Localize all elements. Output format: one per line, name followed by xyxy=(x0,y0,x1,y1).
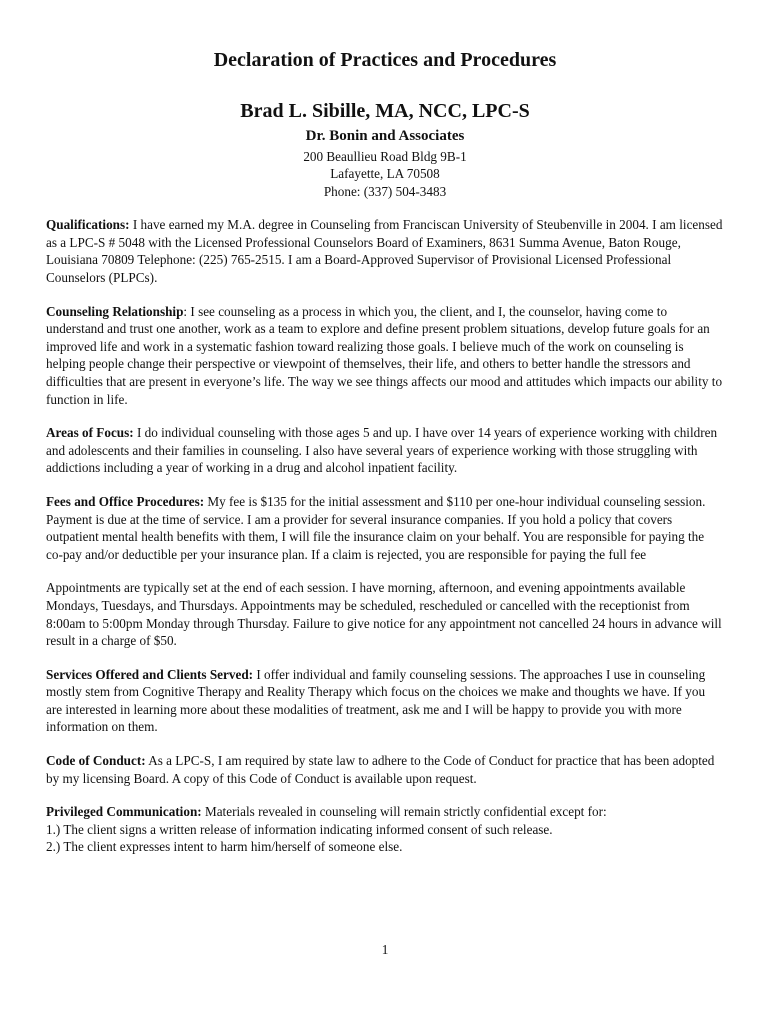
phone-line: Phone: (337) 504-3483 xyxy=(323,183,447,199)
privileged-section xyxy=(46,803,724,856)
services-text: I offer individual and family counseling sessions. The approaches I use in counseling mostly stem from Cognitive Therapy and Reality Therapy which focus on the choices we make and thoughts we have. If you are interested in learning more about these modalities of treatment, ask me and I will be happy to provide you with more information on them. xyxy=(46,666,706,735)
organization-name: Dr. Bonin and Associates xyxy=(305,128,465,144)
privileged-text: Materials revealed in counseling will remain strictly confidential except for: xyxy=(201,804,607,820)
fees-heading: Fees and Office Procedures: xyxy=(46,493,205,509)
qualifications-text: I have earned my M.A. degree in Counseling from Franciscan University of Steubenville in 2004. I am licensed as a LPC-S # 5048 with the Licensed Professional Counselors Board of Examiners, 8631 Summa Avenue, Baton Rouge, Louisiana 70809 Telephone: (225) 765-2515. I am a Board-Approved Supervisor of Provisional Licensed Professional Counselors (PLPCs). xyxy=(46,217,723,285)
focus-heading: Areas of Focus: xyxy=(46,425,134,441)
address-line-2: Lafayette, LA 70508 xyxy=(330,166,440,182)
document-title: Declaration of Practices and Procedures xyxy=(213,49,557,71)
address-line-1: 200 Beaullieu Road Bldg 9B-1 xyxy=(303,149,467,164)
privileged-heading: Privileged Communication: xyxy=(46,804,202,820)
focus-section xyxy=(46,424,724,477)
privileged-item-1: 1.) The client signs a written release of information indicating informed consent of such release. xyxy=(46,821,553,837)
fees-section xyxy=(46,493,724,563)
focus-text: I do individual counseling with those ages 5 and up. I have over 14 years of experience working with children and adolescents and their families in counseling. I also have several years of experience working with those struggling with addictions including a year of working in a drug and alcohol inpatient facility. xyxy=(46,425,718,476)
page-number: 1 xyxy=(381,942,389,957)
conduct-heading: Code of Conduct: xyxy=(46,753,146,769)
counselor-name: Brad L. Sibille, MA, NCC, LPC-S xyxy=(240,100,530,122)
relationship-heading: Counseling Relationship xyxy=(46,303,184,319)
services-section xyxy=(46,666,724,736)
contact-block xyxy=(46,148,724,200)
relationship-text: : I see counseling as a process in which you, the client, and I, the counselor, having come to understand and trust one another, work as a team to explore and define present problem situations, develop future goals for an improved life and work in a systematic fashion toward realizing those goals. I believe much of the work on counseling is helping people change their perspective or viewpoint of themselves, their life, and others to better handle the stressors and difficulties that are present in everyone’s life. The way we see things affects our mood and attitudes which impacts our ability to function in life. xyxy=(46,303,723,407)
fees-text: My fee is $135 for the initial assessment and $110 per one-hour individual counseling session. Payment is due at the time of service. I am a provider for several insurance companies. If you hold a policy that covers outpatient mental health benefits with them, I will file the insurance claim on your behalf. You are responsible for paying the co-pay and/or deductible per your insurance plan. If a claim is rejected, you are responsible for paying the full fee xyxy=(46,493,706,562)
qualifications-section xyxy=(46,216,724,286)
conduct-section xyxy=(46,752,724,787)
privileged-item-2: 2.) The client expresses intent to harm him/herself of someone else. xyxy=(46,839,403,855)
conduct-text: As a LPC-S, I am required by state law to adhere to the Code of Conduct for practice that has been adopted by my licensing Board. A copy of this Code of Conduct is available upon request. xyxy=(46,753,715,786)
services-heading: Services Offered and Clients Served: xyxy=(46,666,254,682)
qualifications-heading: Qualifications: xyxy=(46,217,130,233)
relationship-section xyxy=(46,303,724,409)
appointments-section: Appointments are typically set at the end of each session. I have morning, afternoon, and evening appointments available Mondays, Tuesdays, and Thursdays. Appointments may be scheduled, rescheduled or cancelled with the receptionist from 8:00am to 5:00pm Monday through Thursday. Failure to give notice for any appointment not cancelled 24 hours in advance will result in a charge of $50. xyxy=(46,580,722,649)
